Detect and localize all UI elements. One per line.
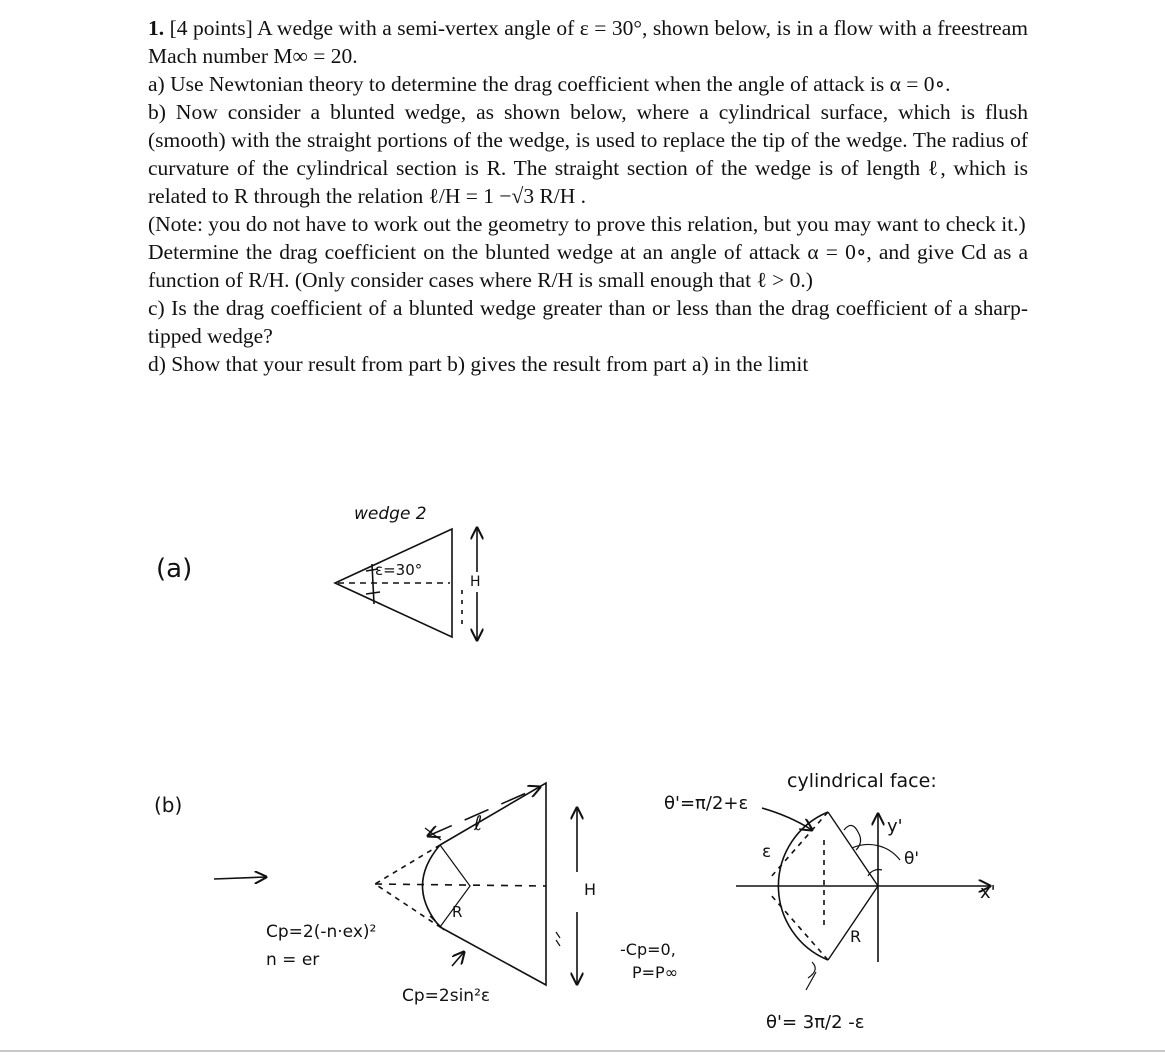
cp-flat-formula: Cp=2sin²ε	[402, 986, 491, 1006]
normal-vector-formula: n = er	[266, 950, 320, 970]
wedge-b-nose-arc	[423, 845, 441, 927]
p-base-formula: P=P∞	[632, 963, 679, 982]
cylindrical-face-title: cylindrical face:	[787, 770, 937, 792]
wedge-b-centerline	[375, 884, 546, 886]
y-prime-label: y'	[887, 816, 903, 837]
figure-a-title: wedge 2	[354, 504, 427, 524]
problem-points: [4 points]	[169, 16, 253, 40]
x-prime-label: x'	[980, 882, 996, 903]
figure-b	[154, 770, 996, 1033]
wedge-b-straight-sides	[440, 783, 546, 985]
problem-number: 1.	[148, 16, 165, 40]
part-b-text: b) Now consider a blunted wedge, as shown below, where a cylindrical surface, which is flush (smooth) with the straight portions of the wedge, is used to replace the tip of the wedge. The radius of curvature of the cylindrical section is R. The straight section of the wedge is of length ℓ, which is related to R through the relation ℓ/H = 1 −√3 R/H .	[148, 100, 1028, 208]
figure-a	[156, 504, 481, 640]
wedge-b-tangent-ticks	[425, 828, 444, 930]
epsilon-mark: ε	[762, 842, 772, 862]
wedge-a-angle: ε=30°	[375, 561, 423, 579]
theta-top-formula: θ'=π/2+ε	[664, 793, 749, 814]
height-b-label: H	[584, 880, 597, 899]
theta-prime-label: θ'	[904, 849, 920, 869]
height-a-label: H	[470, 574, 481, 590]
part-c-text: c) Is the drag coefficient of a blunted wedge greater than or less than the drag coefficient of a sharp-tipped wedge?	[148, 296, 1028, 348]
base-mark	[556, 932, 560, 946]
radius-label: R	[452, 903, 463, 921]
part-b2-text: Determine the drag coefficient on the blunted wedge at an angle of attack α = 0∘, and give Cd as a function of R/H. (Only consider cases where R/H is small enough that ℓ > 0.)	[148, 240, 1028, 292]
note-text: (Note: you do not have to work out the geometry to prove this relation, but you may want to check it.)	[148, 212, 1026, 236]
part-a-text: a) Use Newtonian theory to determine the drag coefficient when the angle of attack is α = 0∘.	[148, 72, 951, 96]
length-arrow	[428, 787, 540, 836]
length-label: ℓ	[474, 811, 483, 835]
page-bottom-divider	[0, 1050, 1165, 1052]
problem-intro-text: A wedge with a semi-vertex angle of ε = 30°, shown below, is in a flow with a freestream Mach number M∞ = 20.	[148, 16, 1028, 68]
figure-a-label: (a)	[156, 554, 193, 584]
cp-base-formula: -Cp=0,	[620, 940, 676, 959]
cylinder-radius-label: R	[850, 927, 862, 946]
flat-face-pointer	[452, 952, 464, 966]
zeta-mark	[806, 962, 816, 990]
part-d-text: d) Show that your result from part b) gives the result from part a) in the limit	[148, 352, 809, 376]
freestream-arrow	[214, 877, 266, 879]
cp-newton-formula: Cp=2(-n·ex)²	[266, 922, 377, 942]
theta-bottom-formula: θ'= 3π/2 -ε	[766, 1012, 865, 1033]
figure-b-label: (b)	[154, 793, 183, 817]
